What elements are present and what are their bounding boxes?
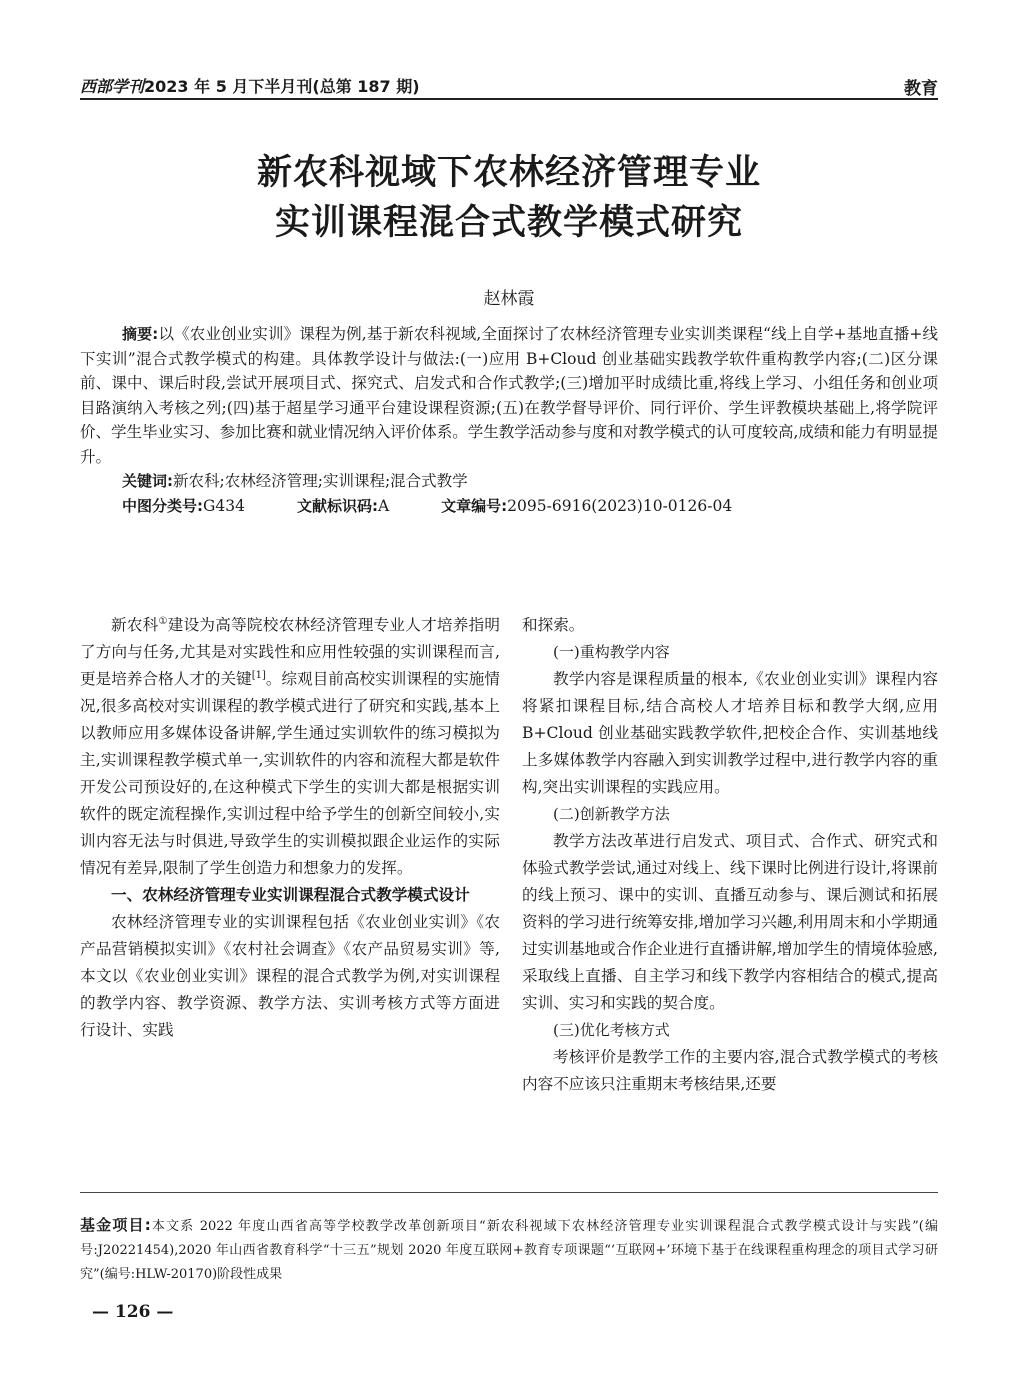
continued-paragraph: 和探索。 [522,616,585,634]
left-column [80,612,500,1044]
subheading-2: (二)创新教学方法 [553,805,670,823]
subheading-1: (一)重构教学内容 [553,643,670,661]
subheading-3: (三)优化考核方式 [553,1021,670,1039]
fund-note [80,1192,938,1287]
subsection-2-paragraph: 教学方法改革进行启发式、项目式、合作式、研究式和体验式教学尝试,通过对线上、线下课时比例进行设计,将课前的线上预习、课中的实训、直播互动参与、课后测试和拓展资料的学习进行统筹安排,增加学习兴趣,利用周末和小学期通过实训基地或合作企业进行直播讲解,增加学生的情境体验感,采取线上直播、自主学习和线下教学内容相结合的模式,提高实训、实习和实践的契合度。 [522,832,938,1012]
journal-logo: 西部学刊 [80,77,145,96]
intro-text-a: 新农科 [111,616,159,634]
doc-code-value: A [377,496,390,515]
abstract [80,322,938,469]
clc-value: G434 [203,496,245,515]
issue-info: 2023 年 5 月下半月刊(总第 187 期) [144,77,420,96]
article-no-label: 文章编号: [441,496,508,515]
intro-paragraph [80,612,500,882]
subsection-3-paragraph: 考核评价是教学工作的主要内容,混合式教学模式的考核内容不应该只注重期末考核结果,还要 [522,1048,938,1093]
keywords [122,469,938,494]
section-name: 教育 [904,79,938,99]
intro-text-b: 建设为高等院校农林经济管理专业人才培养指明了方向与任务,尤其是对实践性和应用性较强的实训课程而言,更是培养合格人才的关键 [80,616,500,688]
header-left [80,74,420,97]
paper-title [80,148,938,248]
intro-text-c: 。综观目前高校实训课程的实施情况,很多高校对实训课程的教学模式进行了研究和实践,基本上以教师应用多媒体设备讲解,学生通过实训软件的练习模拟为主,实训课程教学模式单一,实训软件的内容和流程大都是软件开发公司预设好的,在这种模式下学生的实训大都是根据实训软件的既定流程操作,实训过程中给予学生的创新空间较小,实训内容无法与时俱进,导致学生的实训模拟跟企业运作的实际情况有差异,限制了学生创造力和想象力的发挥。 [80,670,500,877]
abstract-block [80,322,938,518]
citation-marker: [1] [251,669,266,681]
abstract-text: 以《农业创业实训》课程为例,基于新农科视域,全面探讨了农林经济管理专业实训类课程“线上自学+基地直播+线下实训”混合式教学模式的构建。具体教学设计与做法:(一)应用 B+Cloud 创业基础实践教学软件重构教学内容;(二)区分课前、课中、课后时段,尝试开展项目式、探究式、启发式和合作式教学;(三)增加平时成绩比重,将线上学习、小组任务和创业项目路演纳入考核之列;(四)基于超星学习通平台建设课程资源;(五)在教学督导评价、同行评价、学生评教模块基础上,将学院评价、学生毕业实习、参加比赛和就业情况纳入评价体系。学生教学活动参与度和对教学模式的认可度较高,成绩和能力有明显提升。 [80,325,939,466]
doc-code-label: 文献标识码: [296,496,378,515]
keywords-label: 关键词: [122,472,173,490]
title-line-2: 实训课程混合式教学模式研究 [274,202,743,243]
article-no-value: 2095-6916(2023)10-0126-04 [507,496,733,515]
title-line-1: 新农科视域下农林经济管理专业 [256,152,761,193]
abstract-label: 摘要: [122,325,159,343]
clc-label: 中图分类号: [122,496,203,515]
fund-label: 基金项目: [80,1216,151,1234]
running-header [80,72,938,100]
fund-text: 本文系 2022 年度山西省高等学校教学改革创新项目“新农科视域下农林经济管理专业实训课程混合式教学模式设计与实践”(编号:J20221454),2020 年山西省教育科学“十三五”规划 2020 年度互联网+教育专项课题“‘互联网+’环境下基于在线课程重构理念的项目式学习研究”(编号:HLW-20170)阶段性成果 [80,1219,939,1282]
page-number: — 126 — [92,1302,174,1322]
section-heading-1: 一、农林经济管理专业实训课程混合式教学模式设计 [111,886,470,904]
keywords-text: 新农科;农林经济管理;实训课程;混合式教学 [173,472,468,490]
classification [122,494,938,519]
subsection-1-paragraph: 教学内容是课程质量的根本,《农业创业实训》课程内容将紧扣课程目标,结合高校人才培养目标和教学大纲,应用 B+Cloud 创业基础实践教学软件,把校企合作、实训基地线上多媒体教学内容融入到实训教学过程中,进行教学内容的重构,突出实训课程的实践应用。 [522,670,938,796]
section-1-paragraph: 农林经济管理专业的实训课程包括《农业创业实训》《农产品营销模拟实训》《农村社会调查》《农产品贸易实训》等,本文以《农业创业实训》课程的混合式教学为例,对实训课程的教学内容、教学资源、教学方法、实训考核方式等方面进行设计、实践 [80,913,500,1039]
author: 赵林霞 [483,289,535,309]
footnote-marker: ① [158,615,168,627]
right-column [522,612,938,1098]
